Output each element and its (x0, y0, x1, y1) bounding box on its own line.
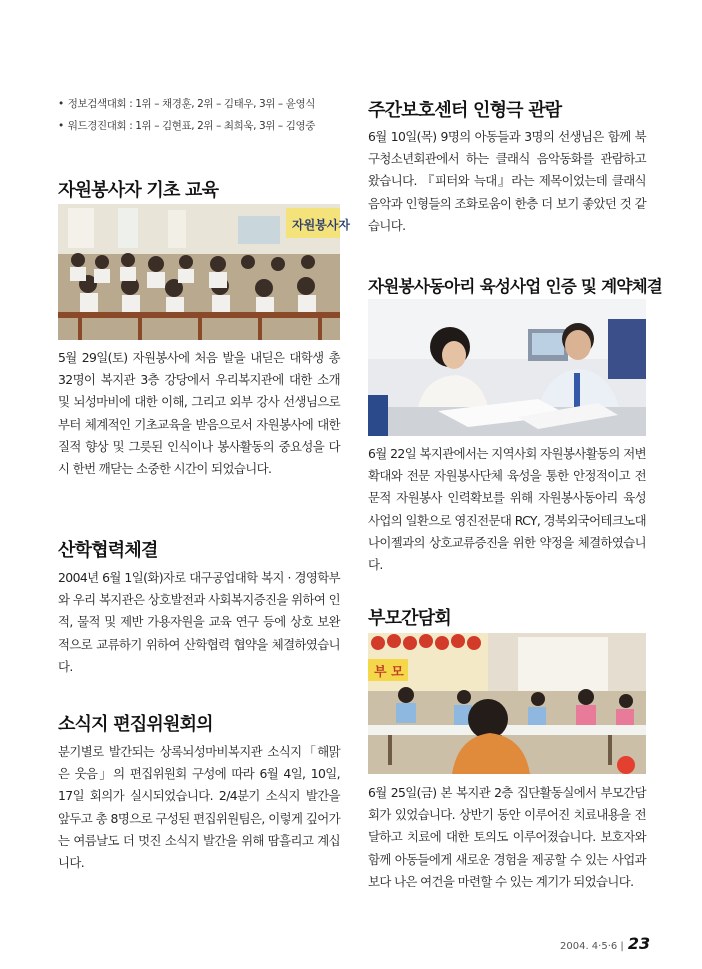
newsletter-committee-body: 분기별로 발간되는 상록뇌성마비복지관 소식지「해맑은 웃음」의 편집위원회 구성에 따라 6월 4일, 10일, 17일 회의가 실시되었습니다. 2/4분기 소식지 발간을 앞두고 총 8명으로 구성된 편집위원팀은, 이렇게 깊어가는 여름날도 더 멋진 소식지 발간을 위해 땀흘리고 계십니다. (58, 744, 340, 871)
section-title-volunteer-club: 자원봉사동아리 육성사업 인증 및 계약체결 (368, 277, 663, 296)
volunteer-training-photo (58, 204, 350, 340)
section-title-parent-meeting: 부모간담회 (368, 608, 451, 629)
puppet-show-body: 6월 10일(목) 9명의 아동들과 3명의 선생님은 함께 북구청소년회관에서 하는 클래식 음악동화를 관람하고 왔습니다. 『피터와 늑대』라는 제목이었는데 클래식음악과 인형들의 조화로움이 한층 더 보기 좋았던 것 같습니다. (368, 129, 646, 233)
banner-text: 자원봉사자 (292, 218, 350, 232)
section-title-newsletter-committee: 소식지 편집위원회의 (58, 714, 213, 735)
volunteer-training-body: 5월 29일(토) 자원봉사에 처음 발을 내딛은 대학생 총 32명이 복지관 3층 강당에서 우리복지관에 대한 소개 및 뇌성마비에 대한 이해, 그리고 외부 강사 선생님으로부터 체계적인 기초교육을 받음으로서 자원봉사에 대한 질적 향상 및 그릇된 인식이나 봉사활동의 중요성을 다시 한번 깨닫는 소중한 시간이 되었습니다. (58, 350, 340, 477)
award-item-info-search: • 정보검색대회 : 1위 – 채경훈, 2위 – 김태우, 3위 – 윤영식 (58, 93, 340, 115)
volunteer-club-photo (368, 299, 646, 436)
parent-banner-text: 부 모 (374, 665, 404, 680)
issue-date: 2004. 4·5·6 | (560, 941, 624, 952)
parent-meeting-photo (368, 633, 646, 774)
volunteer-club-body: 6월 22일 복지관에서는 지역사회 자원봉사활동의 저변확대와 전문 자원봉사단체 육성을 통한 안정적이고 전문적 자원봉사 인력확보를 위해 자원봉사동아리 육성사업의 일환으로 영진전문대 RCY, 경북외국어테크노대 나이젤과의 상호교류증진을 위한 약정을 체결하였습니다. (368, 446, 646, 573)
section-title-industry-academic: 산학협력체결 (58, 540, 158, 561)
award-item-word-contest: • 워드경진대회 : 1위 – 김현표, 2위 – 최희욱, 3위 – 김영중 (58, 115, 340, 137)
parent-meeting-body: 6월 25일(금) 본 복지관 2층 집단활동실에서 부모간담회가 있었습니다. 상반기 동안 이루어진 치료내용을 전달하고 치료에 대한 토의도 이루어졌습니다. 보호자와 함께 아동들에게 새로운 경험을 제공할 수 있는 사업과 보다 나은 여건을 마련할 수 있는 계기가 되었습니다. (368, 785, 646, 889)
page-number: 23 (627, 934, 651, 953)
page-footer (560, 934, 650, 953)
section-title-volunteer-training: 자원봉사자 기초 교육 (58, 180, 219, 201)
section-title-puppet-show: 주간보호센터 인형극 관람 (368, 100, 562, 121)
industry-academic-body: 2004년 6월 1일(화)자로 대구공업대학 복지 · 경영학부와 우리 복지관은 상호발전과 사회복지증진을 위하여 인적, 물적 및 제반 가용자원을 교육 연구 등에 상호 보완적으로 교류하기 위하여 산학협력 협약을 체결하였습니다. (58, 570, 340, 674)
award-list (58, 93, 340, 137)
